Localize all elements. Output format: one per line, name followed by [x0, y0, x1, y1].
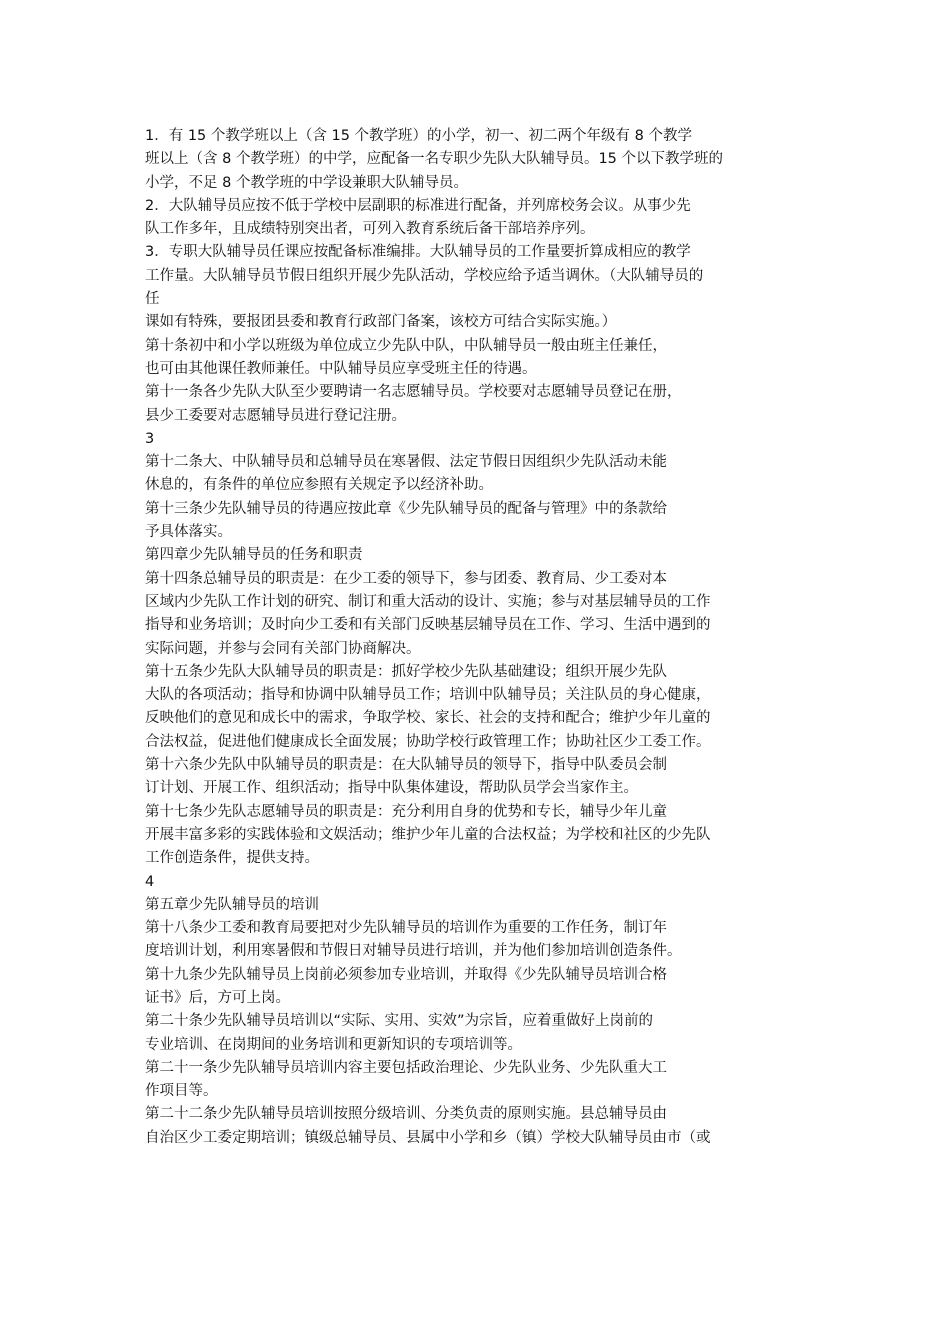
text-line: 予具体落实。: [145, 524, 232, 541]
text-line: 2．大队辅导员应按不低于学校中层副职的标准进行配备，并列席校务会议。从事少先: [145, 197, 691, 214]
text-line: 专业培训、在岗期间的业务培训和更新知识的专项培训等。: [145, 1036, 522, 1053]
text-line: 课如有特殊，要报团县委和教育行政部门备案，该校方可结合实际实施。）: [145, 314, 617, 331]
page-number: 3: [145, 430, 155, 447]
text-line: 也可由其他课任教师兼任。中队辅导员应享受班主任的待遇。: [145, 360, 537, 377]
text-line: 工作量。大队辅导员节假日组织开展少先队活动，学校应给予适当调休。（大队辅导员的: [145, 267, 704, 284]
text-line: 班以上（含 8 个教学班）的中学，应配备一名专职少先队大队辅导员。15 个以下教学班的: [145, 151, 723, 168]
text-line: 第十八条少工委和教育局要把对少先队辅导员的培训作为重要的工作任务，制订年: [145, 920, 667, 937]
text-line: 自治区少工委定期培训；镇级总辅导员、县属中小学和乡（镇）学校大队辅导员由市（或: [145, 1129, 711, 1146]
text-line: 订计划、开展工作、组织活动；指导中队集体建设，帮助队员学会当家作主。: [145, 780, 638, 797]
text-line: 第二十二条少先队辅导员培训按照分级培训、分类负责的原则实施。县总辅导员由: [145, 1106, 667, 1123]
text-line: 队工作多年，且成绩特别突出者，可列入教育系统后备干部培养序列。: [145, 221, 595, 238]
document-body: [145, 125, 820, 1150]
text-line: 合法权益，促进他们健康成长全面发展；协助学校行政管理工作；协助社区少工委工作。: [145, 733, 711, 750]
text-line: 第十三条少先队辅导员的待遇应按此章《少先队辅导员的配备与管理》中的条款给: [145, 500, 667, 517]
text-line: 第十六条少先队中队辅导员的职责是：在大队辅导员的领导下，指导中队委员会制: [145, 757, 667, 774]
text-line: 开展丰富多彩的实践体验和文娱活动；维护少年儿童的合法权益；为学校和社区的少先队: [145, 826, 711, 843]
text-line: 第二十条少先队辅导员培训以“实际、实用、实效”为宗旨，应着重做好上岗前的: [145, 1013, 654, 1030]
text-line: 第十二条大、中队辅导员和总辅导员在寒暑假、法定节假日因组织少先队活动未能: [145, 454, 667, 471]
chapter-heading: 第五章少先队辅导员的培训: [145, 896, 319, 913]
text-line: 1．有 15 个教学班以上（含 15 个教学班）的小学，初一、初二两个年级有 8 个教学: [145, 128, 693, 144]
text-line: 指导和业务培训；及时向少工委和有关部门反映基层辅导员在工作、学习、生活中遇到的: [145, 617, 711, 634]
text-line: 大队的各项活动；指导和协调中队辅导员工作；培训中队辅导员；关注队员的身心健康，: [145, 687, 711, 704]
text-line: 证书》后，方可上岗。: [145, 989, 290, 1006]
page-number: 4: [145, 873, 155, 890]
chapter-heading: 第四章少先队辅导员的任务和职责: [145, 547, 363, 564]
text-line: 第十四条总辅导员的职责是：在少工委的领导下，参与团委、教育局、少工委对本: [145, 570, 667, 587]
text-line: 第十一条各少先队大队至少要聘请一名志愿辅导员。学校要对志愿辅导员登记在册，: [145, 384, 682, 401]
text-line: 第十九条少先队辅导员上岗前必须参加专业培训，并取得《少先队辅导员培训合格: [145, 966, 667, 983]
text-line: 第二十一条少先队辅导员培训内容主要包括政治理论、少先队业务、少先队重大工: [145, 1059, 667, 1076]
text-line: 休息的，有条件的单位应参照有关规定予以经济补助。: [145, 477, 493, 494]
text-line: 小学，不足 8 个教学班的中学设兼职大队辅导员。: [145, 174, 468, 191]
text-line: 县少工委要对志愿辅导员进行登记注册。: [145, 407, 406, 424]
text-line: 实际问题，并参与会同有关部门协商解决。: [145, 640, 421, 657]
text-line: 第十七条少先队志愿辅导员的职责是：充分利用自身的优势和专长，辅导少年儿童: [145, 803, 667, 820]
text-line: 任: [145, 291, 160, 308]
text-line: 第十条初中和小学以班级为单位成立少先队中队，中队辅导员一般由班主任兼任，: [145, 337, 667, 354]
text-line: 第十五条少先队大队辅导员的职责是：抓好学校少先队基础建设；组织开展少先队: [145, 663, 667, 680]
text-line: 区域内少先队工作计划的研究、制订和重大活动的设计、实施；参与对基层辅导员的工作: [145, 593, 711, 610]
text-line: 反映他们的意见和成长中的需求，争取学校、家长、社会的支持和配合；维护少年儿童的: [145, 710, 711, 727]
text-line: 工作创造条件，提供支持。: [145, 850, 319, 867]
text-line: 作项目等。: [145, 1083, 218, 1100]
text-line: 度培训计划，利用寒暑假和节假日对辅导员进行培训，并为他们参加培训创造条件。: [145, 943, 682, 960]
text-line: 3．专职大队辅导员任课应按配备标准编排。大队辅导员的工作量要折算成相应的教学: [145, 244, 691, 261]
